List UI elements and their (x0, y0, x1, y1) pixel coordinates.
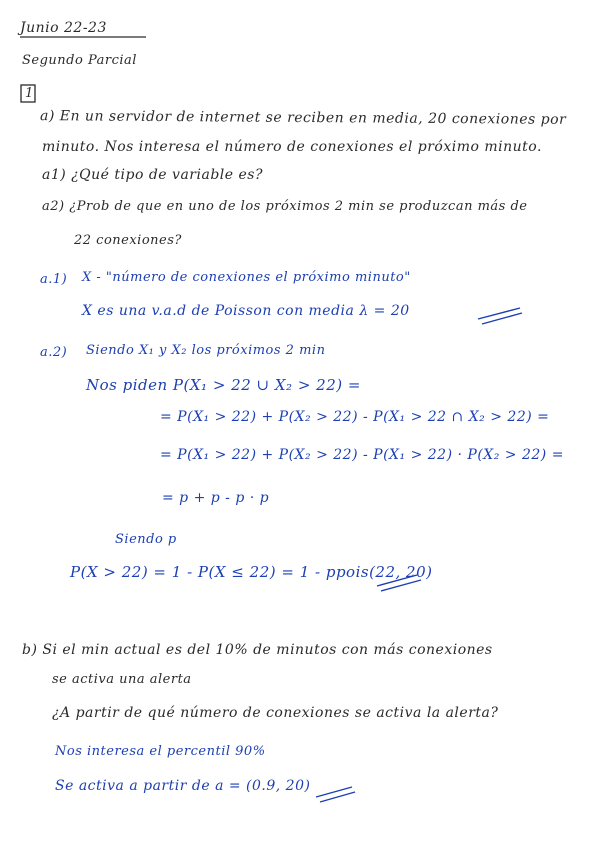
problem-a-q2-line1: a2) ¿Prob de que en uno de los próximos 2 min se produzcan más de (42, 199, 528, 214)
answer-a2-line3: = P(X₁ > 22) + P(X₂ > 22) - P(X₁ > 22 ∩ X₂ > 22) = (160, 409, 550, 425)
problem-b-line2: se activa una alerta (52, 672, 192, 687)
problem-a-line2: minuto. Nos interesa el número de conexiones el próximo minuto. (42, 139, 542, 155)
answer-a2-line2: Nos piden P(X₁ > 22 ∪ X₂ > 22) = (86, 376, 361, 394)
answer-a1-label: a.1) (40, 272, 68, 287)
header-date: Junio 22-23 (20, 20, 107, 36)
header-exam: Segundo Parcial (22, 53, 137, 68)
problem-a-q2-line2: 22 conexiones? (74, 233, 182, 248)
answer-b-underline-2 (320, 792, 355, 802)
answer-a2-line5: = p + p - p · p (162, 490, 270, 506)
answer-a2-line6: Siendo p (115, 532, 177, 547)
answer-a2-line4: = P(X₁ > 22) + P(X₂ > 22) - P(X₁ > 22) · P(X₂ > 22) = (160, 447, 564, 463)
problem-number: 1 (25, 86, 34, 101)
answer-a1-underline-1 (478, 308, 520, 319)
problem-b-line3: ¿A partir de qué número de conexiones se activa la alerta? (52, 705, 499, 721)
ppois-underline-2 (381, 580, 421, 591)
answer-a2-label: a.2) (40, 345, 68, 360)
answer-a1-line1: X - "número de conexiones el próximo minuto" (82, 270, 411, 285)
problem-b-line1: b) Si el min actual es del 10% de minutos con más conexiones (22, 642, 493, 658)
answer-a1-underline-2 (482, 313, 522, 324)
answer-a1-line2: X es una v.a.d de Poisson con media λ = 20 (82, 303, 410, 319)
answer-a2-line7: P(X > 22) = 1 - P(X ≤ 22) = 1 - ppois(22, 20) (70, 563, 433, 581)
problem-a-q1: a1) ¿Qué tipo de variable es? (42, 167, 263, 183)
answer-b-underline-1 (316, 787, 352, 797)
problem-a-line1: a) En un servidor de internet se reciben en media, 20 conexiones por (39, 108, 567, 128)
answer-a2-line1: Siendo X₁ y X₂ los próximos 2 min (86, 343, 326, 358)
answer-b-line2: Se activa a partir de a = (0.9, 20) (55, 778, 311, 794)
answer-b-line1: Nos interesa el percentil 90% (55, 744, 266, 759)
